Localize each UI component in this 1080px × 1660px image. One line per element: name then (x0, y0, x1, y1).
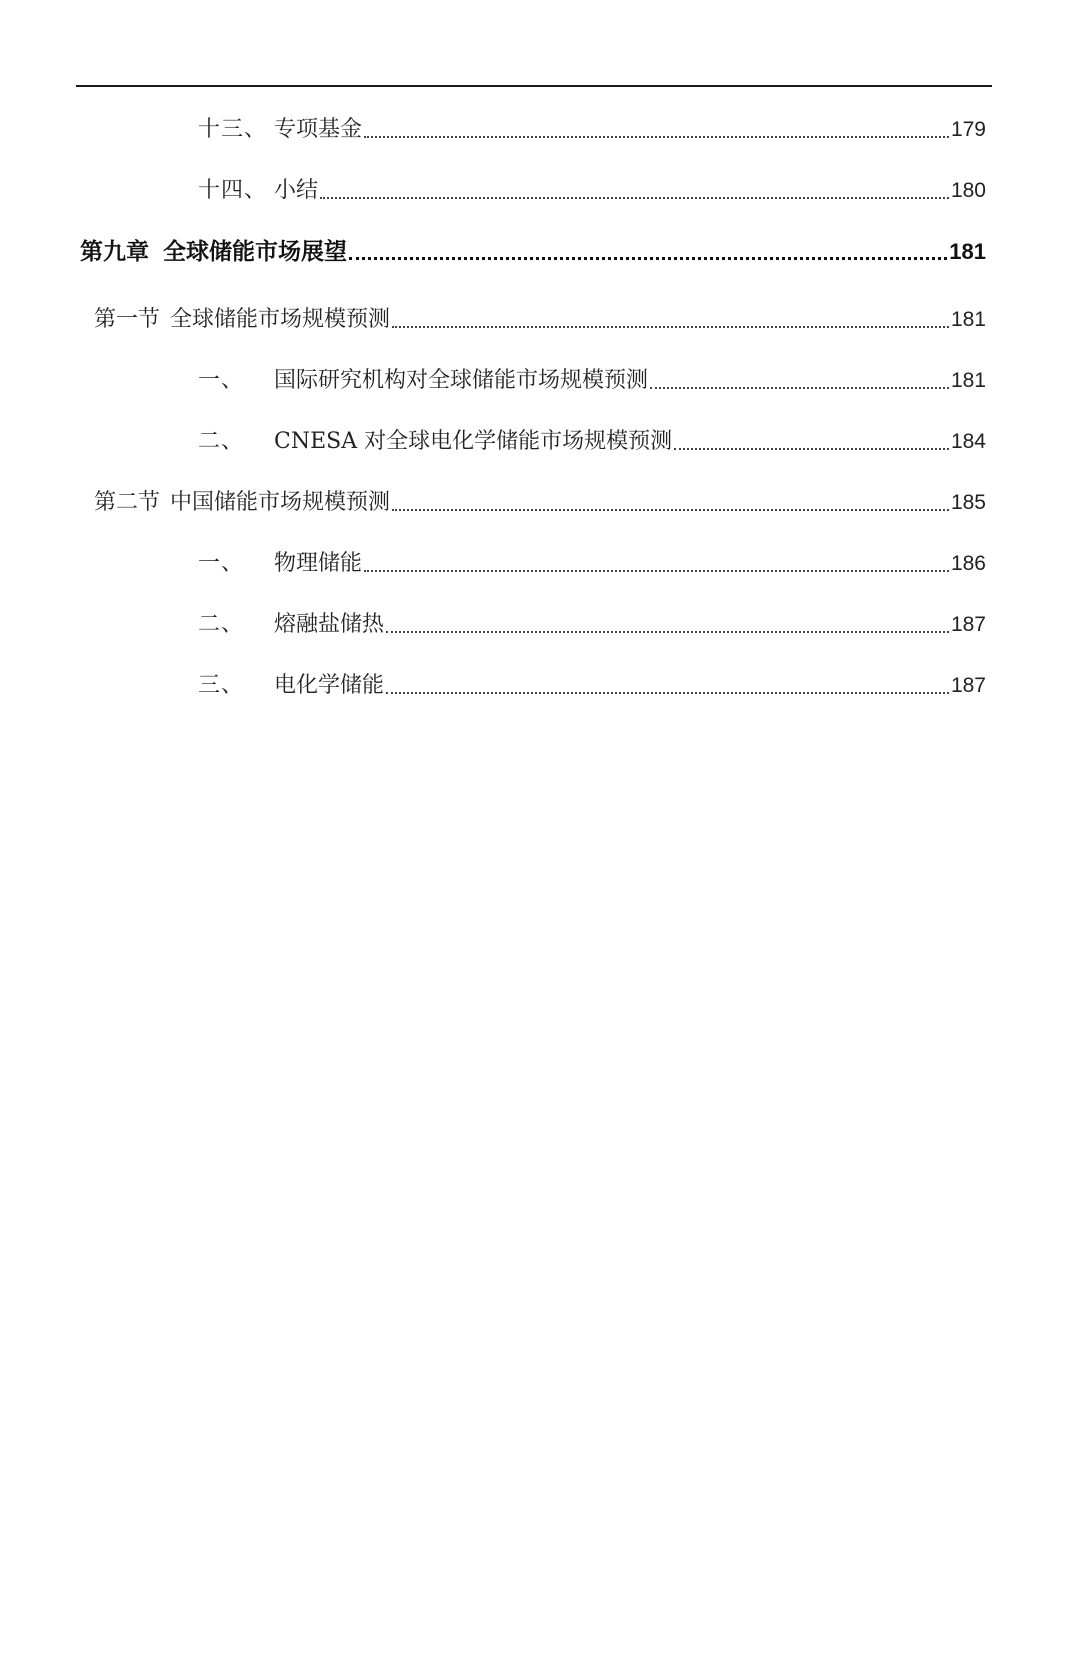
toc-entry[interactable] (198, 171, 986, 205)
toc-entry-page: 187 (950, 613, 986, 636)
toc-entry-number: 三、 (198, 673, 245, 698)
toc-entry-number: 十四、 (198, 178, 268, 203)
toc-section-page: 185 (950, 491, 986, 514)
toc-entry-title: 电化学储能 (274, 673, 385, 698)
toc-chapter-number: 第九章 (80, 239, 149, 265)
toc-section-entry[interactable] (94, 483, 986, 517)
toc-chapter-entry[interactable] (80, 232, 986, 266)
toc-entry[interactable] (198, 544, 986, 578)
toc-section-title: 全球储能市场规模预测 (170, 307, 391, 332)
toc-entry-number: 二、 (198, 612, 245, 637)
toc-section-entry[interactable] (94, 300, 986, 334)
toc-entry[interactable] (198, 361, 986, 395)
toc-dot-leader (386, 692, 949, 694)
toc-entry-page: 179 (950, 118, 986, 141)
toc-dot-leader (392, 326, 949, 328)
toc-entry[interactable] (198, 110, 986, 144)
toc-section-number: 第二节 (94, 490, 161, 515)
toc-entry[interactable] (198, 422, 986, 456)
toc-entry-title: 国际研究机构对全球储能市场规模预测 (274, 368, 649, 393)
toc-entry-number: 一、 (198, 551, 245, 576)
toc-section-number: 第一节 (94, 307, 161, 332)
toc-entry-page: 180 (950, 179, 986, 202)
toc-entry-title: 物理储能 (274, 551, 363, 576)
toc-dot-leader (386, 631, 949, 633)
toc-entry-page: 187 (950, 674, 986, 697)
toc-chapter-page: 181 (949, 239, 986, 264)
toc-section-title: 中国储能市场规模预测 (170, 490, 391, 515)
toc-entry-number: 十三、 (198, 117, 268, 142)
toc-entry-page: 186 (950, 552, 986, 575)
toc-dot-leader (364, 570, 949, 572)
toc-entry-page: 184 (950, 430, 986, 453)
toc-dot-leader (364, 136, 949, 138)
toc-entry-title: CNESA 对全球电化学储能市场规模预测 (274, 429, 673, 454)
toc-dot-leader (320, 197, 949, 199)
toc-entry-page: 181 (950, 369, 986, 392)
toc-entry-title: 小结 (274, 178, 319, 203)
toc-dot-leader (392, 509, 949, 511)
toc-entry[interactable] (198, 605, 986, 639)
toc-chapter-title: 全球储能市场展望 (163, 239, 347, 265)
header-rule (76, 85, 992, 87)
toc-entry-title: 熔融盐储热 (274, 612, 385, 637)
toc-entry-number: 一、 (198, 368, 245, 393)
toc-entry-title: 专项基金 (274, 117, 363, 142)
toc-dot-leader (650, 387, 949, 389)
toc-entry-number: 二、 (198, 429, 245, 454)
toc-section-page: 181 (950, 308, 986, 331)
toc-dot-leader (349, 257, 947, 260)
toc-dot-leader (674, 448, 949, 450)
toc-entry[interactable] (198, 666, 986, 700)
